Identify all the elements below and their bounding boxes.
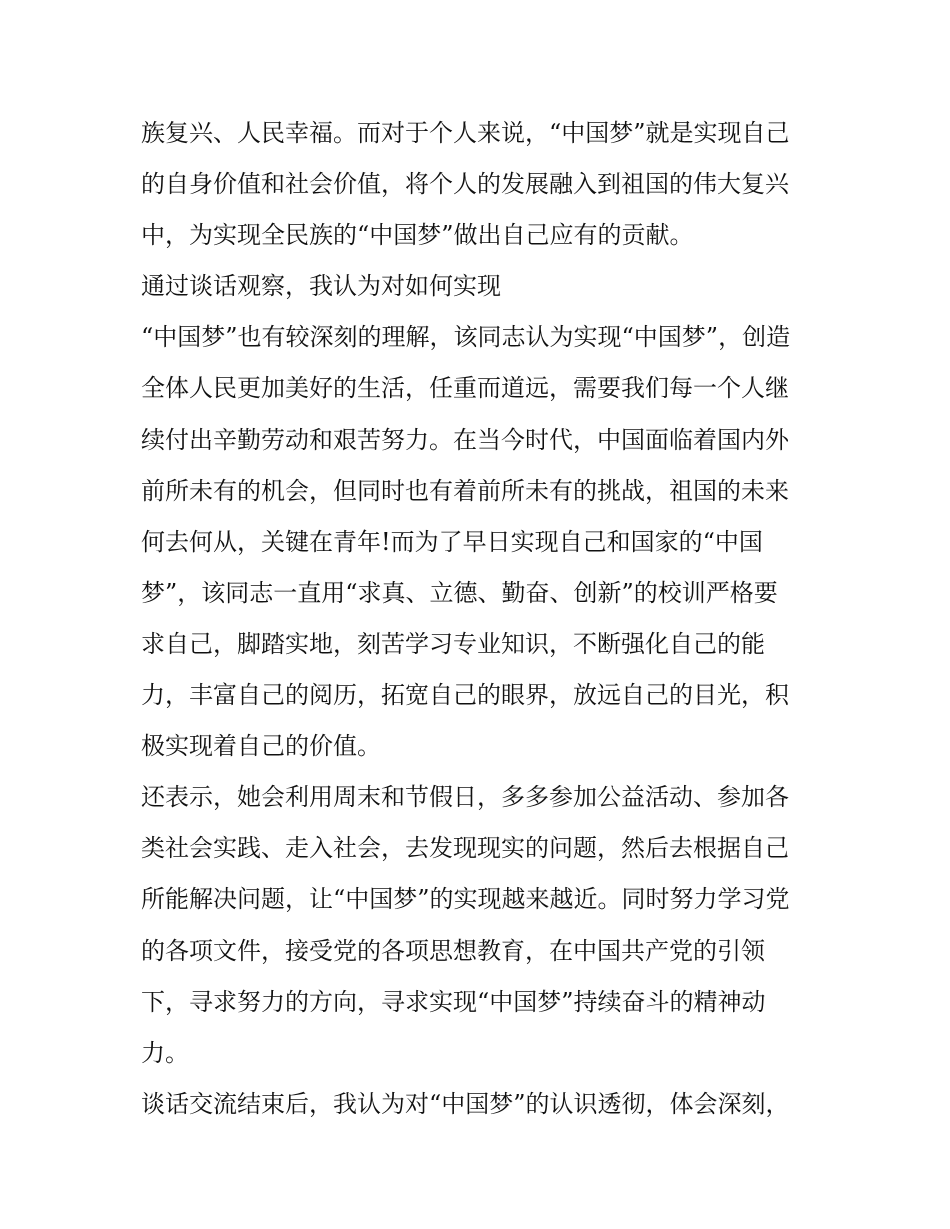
text-line: 何去何从，关键在青年!而为了早日实现自己和国家的“中国 [141,527,763,556]
text-line: 通过谈话观察，我认为对如何实现 [141,272,501,301]
text-line: 还表示，她会利用周末和节假日，多多参加公益活动、参加各 [141,783,789,812]
text-line: 所能解决问题，让“中国梦”的实现越来越近。同时努力学习党 [141,885,790,914]
body-text [141,108,821,1130]
text-line: “中国梦”也有较深刻的理解，该同志认为实现“中国梦”，创造 [141,323,791,352]
text-line: 中，为实现全民族的“中国梦”做出自己应有的贡献。 [141,221,694,250]
text-line: 续付出辛勤劳动和艰苦努力。在当今时代，中国面临着国内外 [141,425,789,454]
text-line: 族复兴、人民幸福。而对于个人来说，“中国梦”就是实现自己 [141,119,790,147]
text-line: 类社会实践、走入社会，去发现现实的问题，然后去根据自己 [141,834,789,863]
text-line: 力。 [141,1038,189,1067]
text-line: 极实现着自己的价值。 [141,732,381,761]
text-line: 梦”，该同志一直用“求真、立德、勤奋、创新”的校训严格要 [141,578,778,607]
text-line: 全体人民更加美好的生活，任重而道远，需要我们每一个人继 [141,374,789,403]
text-line: 求自己，脚踏实地，刻苦学习专业知识，不断强化自己的能 [141,629,765,658]
text-line: 谈话交流结束后，我认为对“中国梦”的认识透彻，体会深刻， [141,1089,790,1118]
text-line: 的各项文件，接受党的各项思想教育，在中国共产党的引领 [141,936,765,965]
text-line: 下，寻求努力的方向，寻求实现“中国梦”持续奋斗的精神动 [141,987,766,1016]
text-line: 前所未有的机会，但同时也有着前所未有的挑战，祖国的未来 [141,476,789,505]
text-line: 力，丰富自己的阅历，拓宽自己的眼界，放远自己的目光，积 [141,681,789,710]
text-line: 的自身价值和社会价值，将个人的发展融入到祖国的伟大复兴 [141,170,789,199]
